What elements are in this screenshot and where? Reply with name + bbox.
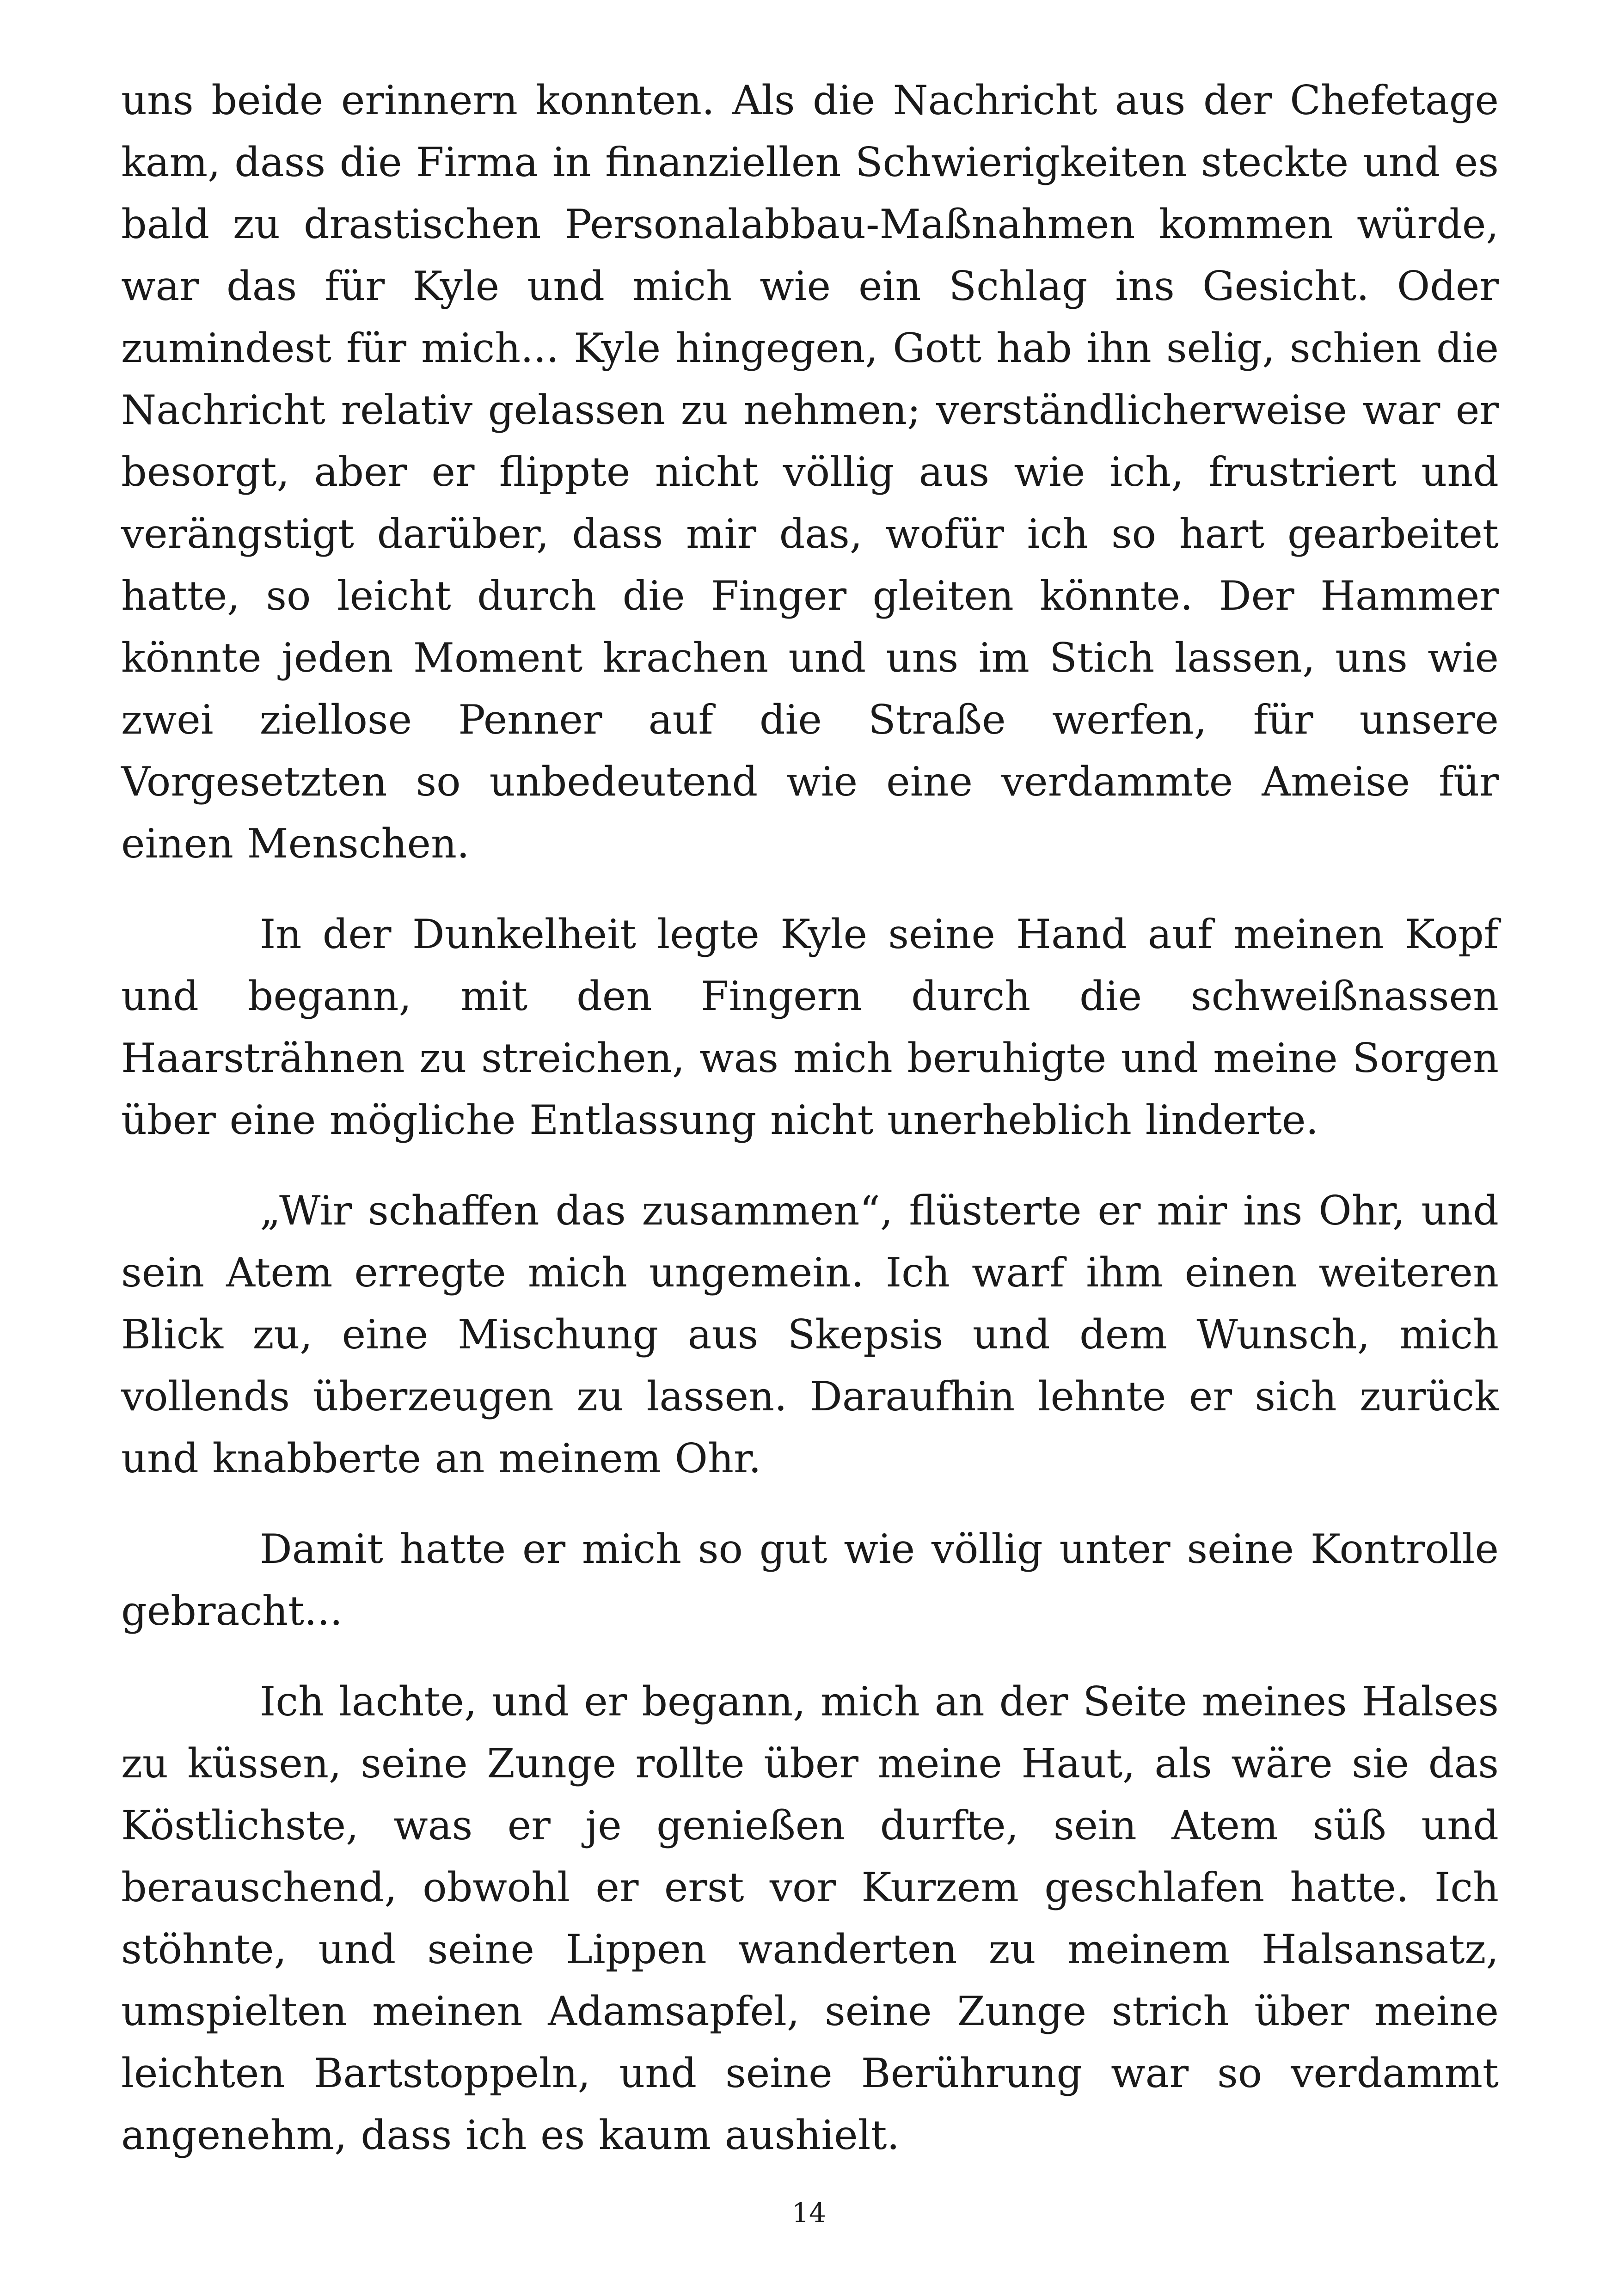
paragraph-2: In der Dunkelheit legte Kyle seine Hand auf meinen Kopf und begann, mit den Fingern durch die schweißnassen Haarsträhnen zu streichen, was mich beruhigte und meine Sorgen über eine mögliche Entlassung nicht unerheblich linderte. bbox=[121, 911, 1499, 1144]
page-number: 14 bbox=[792, 2197, 826, 2229]
body-text bbox=[121, 69, 1499, 2195]
paragraph-4: Damit hatte er mich so gut wie völlig unter seine Kontrolle gebracht... bbox=[121, 1525, 1499, 1635]
paragraph-1: uns beide erinnern konnten. Als die Nachricht aus der Chefetage kam, dass die Firma in finanziellen Schwierigkeiten steckte und es bald zu drastischen Personalabbau-Maßnahmen kommen würde, war das für Kyle und mich wie ein Schlag ins Gesicht. Oder zumindest für mich... Kyle hingegen, Gott hab ihn selig, schien die Nachricht relativ gelassen zu nehmen; verständlicherweise war er besorgt, aber er flippte nicht völlig aus wie ich, frustriert und verängstigt darüber, dass mir das, wofür ich so hart gearbeitet hatte, so leicht durch die Finger gleiten könnte. Der Hammer könnte jeden Moment krachen und uns im Stich lassen, uns wie zwei ziellose Penner auf die Straße werfen, für unsere Vorgesetzten so unbedeutend wie eine verdammte Ameise für einen Menschen. bbox=[121, 77, 1499, 867]
paragraph-3: „Wir schaffen das zusammen“, flüsterte er mir ins Ohr, und sein Atem erregte mich ungemein. Ich warf ihm einen weiteren Blick zu, eine Mischung aus Skepsis und dem Wunsch, mich vollends überzeugen zu lassen. Daraufhin lehnte er sich zurück und knabberte an meinem Ohr. bbox=[121, 1187, 1499, 1482]
paragraph-5: Ich lachte, und er begann, mich an der Seite meines Halses zu küssen, seine Zunge rollte über meine Haut, als wäre sie das Köstlichste, was er je genießen durfte, sein Atem süß und berauschend, obwohl er erst vor Kurzem geschlafen hatte. Ich stöhnte, und seine Lippen wanderten zu meinem Halsansatz, umspielten meinen Adamsapfel, seine Zunge strich über meine leichten Bartstoppeln, und seine Berührung war so verdammt angenehm, dass ich es kaum aushielt. bbox=[121, 1678, 1499, 2159]
